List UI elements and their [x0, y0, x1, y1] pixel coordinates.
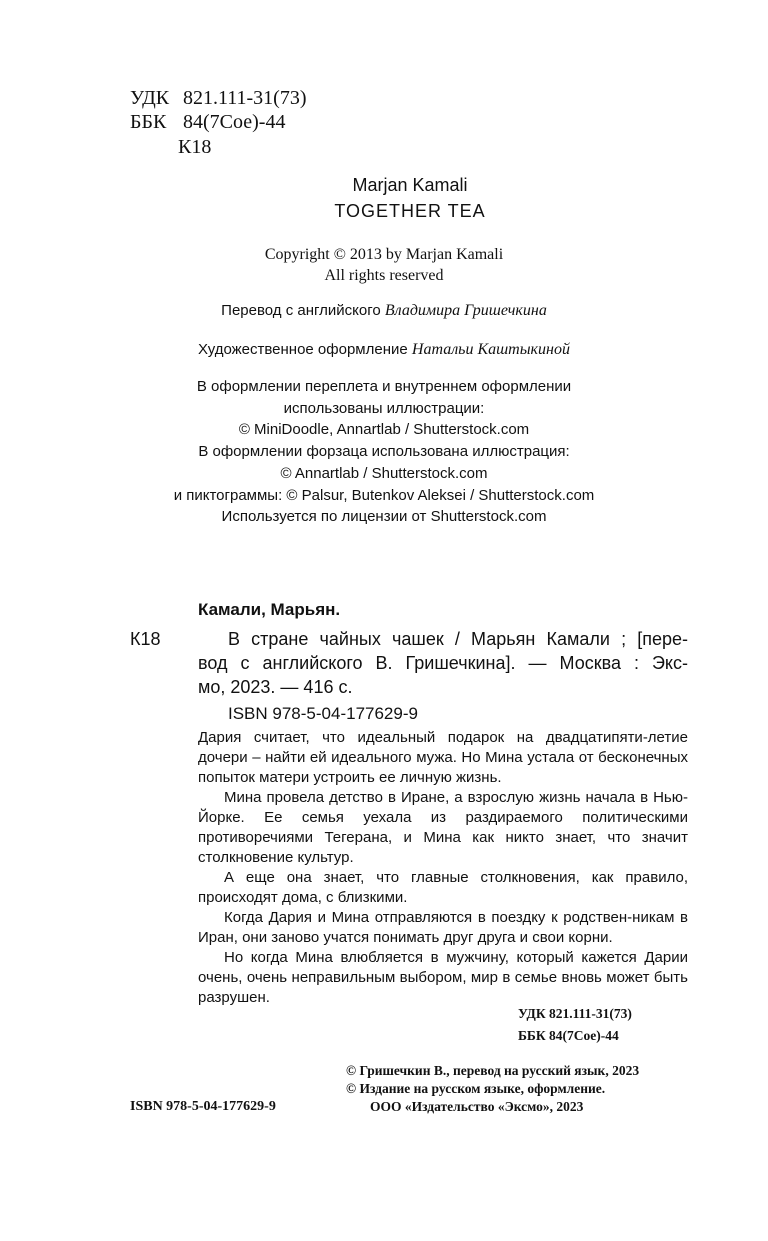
bbk-value: 84(7Сое)-44	[183, 111, 286, 133]
original-title-block	[0, 172, 768, 224]
copyright-line: Copyright © 2013 by Marjan Kamali	[264, 246, 504, 263]
bib-isbn: ISBN 978-5-04-177629-9	[228, 704, 418, 723]
udk-label: УДК	[130, 87, 170, 109]
annotation-paragraph: Мина провела детство в Иране, а взрослую жизнь начала в Нью-Йорке. Ее семья уехала из раздираемого политическими противоречиями Тегерана, и Мина как никто знает, что значит столкновение культур.	[198, 789, 688, 866]
footer-copyright: © Гришечкин В., перевод на русский язык, 2023	[346, 1063, 640, 1078]
bib-line: В стране чайных чашек / Марьян Камали ; [пере-	[228, 629, 688, 649]
credit-line: © MiniDoodle, Annartlab / Shutterstock.com	[238, 421, 530, 439]
bib-line: вод с английского В. Гришечкина]. — Москва : Экс-	[198, 653, 688, 673]
bib-line: мо, 2023. — 416 с.	[198, 677, 353, 697]
credit-line: и пиктограммы: © Palsur, Butenkov Aleksei / Shutterstock.com	[173, 486, 595, 504]
annotation-paragraph: Дария считает, что идеальный подарок на двадцатипяти-летие дочери – найти ей идеального мужа. Но Мина устала от бесконечных попыток матери устроить ее личную жизнь.	[198, 729, 688, 786]
copyright-block	[0, 244, 768, 286]
art-design-credit	[0, 339, 768, 360]
credit-line: Используется по лицензии от Shutterstock.com	[221, 508, 547, 526]
illustration-credits	[0, 376, 768, 528]
translator-name: Владимира Гришечкина	[384, 302, 547, 319]
designer-name: Натальи Каштыкиной	[411, 341, 570, 358]
udk-value: 821.111-31(73)	[183, 87, 307, 109]
annotation	[198, 728, 688, 1008]
translation-prefix: Перевод с английского	[221, 302, 381, 319]
footer-copyright: ООО «Издательство «Эксмо», 2023	[370, 1099, 584, 1114]
bib-author-heading: Камали, Марьян.	[198, 600, 341, 619]
annotation-paragraph: А еще она знает, что главные столкновения, как правило, происходят дома, с близкими.	[198, 869, 688, 906]
bib-mark: К18	[130, 629, 161, 649]
annotation-paragraph: Но когда Мина влюбляется в мужчину, который кажется Дарии очень, очень неправильным выбором, мир в семье вновь может быть разрушен.	[198, 949, 688, 1006]
annotation-paragraph: Когда Дария и Мина отправляются в поездку к родствен-никам в Иран, они заново учатся понимать друг друга и свои корни.	[198, 909, 688, 946]
art-design-prefix: Художественное оформление	[198, 341, 408, 358]
original-author: Marjan Kamali	[352, 175, 468, 195]
bbk-code	[130, 110, 285, 134]
bbk-label: ББК	[130, 111, 167, 133]
udk-code	[130, 86, 307, 110]
original-title: TOGETHER TEA	[334, 201, 486, 221]
credit-line: © Annartlab / Shutterstock.com	[280, 464, 488, 482]
bottom-udk: УДК 821.111-31(73)	[518, 1006, 632, 1021]
footer-isbn: ISBN 978-5-04-177629-9	[130, 1099, 276, 1114]
bottom-bbk: ББК 84(7Сое)-44	[518, 1028, 619, 1043]
translation-credit	[0, 300, 768, 321]
credit-line: использованы иллюстрации:	[283, 399, 485, 417]
rights-line: All rights reserved	[324, 267, 444, 284]
credit-line: В оформлении переплета и внутреннем оформлении	[196, 378, 572, 395]
credit-line: В оформлении форзаца использована иллюстрация:	[198, 443, 570, 461]
author-mark: К18	[178, 136, 212, 158]
footer-copyright: © Издание на русском языке, оформление.	[346, 1081, 606, 1096]
